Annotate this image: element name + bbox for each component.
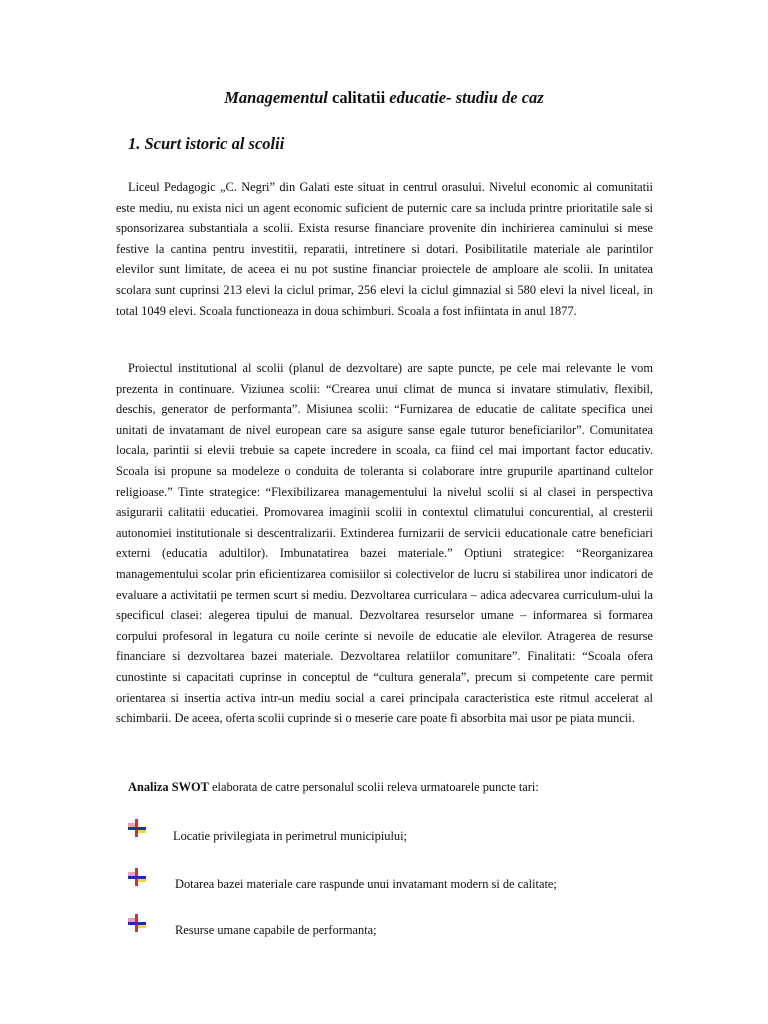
- paragraph-institutional-project: Proiectul institutional al scolii (planul de dezvoltare) are sapte puncte, pe cele mai relevante le vom prezenta in continuare. Viziunea scolii: “Crearea unui climat de munca si invatare stimulativ, flexibil, deschis, generator de performanta”. Misiunea scolii: “Furnizarea de educatie de calitate specifica unei unitati de invatamant de nivel european care sa asigure sanse egale tuturor beneficiarilor”. Comunitatea locala, parintii si elevii trebuie sa capete incredere in scoala, ca fiind cel mai important factor educativ. Scoala isi propune sa modeleze o conduita de toleranta si colaborare intre grupurile apartinand cultelor religioase.” Tinte strategice: “Flexibilizarea managementului la nivelul scolii si al clasei in perspectiva asigurarii calitatii educatiei. Promovarea imaginii scolii in contextul climatului concurential, al cresterii autonomiei institutionale si descentralizarii. Extinderea furnizarii de servicii educationale catre beneficiari externi (educatia adultilor). Imbunatatirea bazei materiale.” Optiuni strategice: “Reorganizarea managementului scolar prin eficientizarea comisiilor si colectivelor de lucru si stabilirea unor indicatori de evaluare a activitatii pe termen scurt si mediu. Dezvoltarea curriculara – adica adecvarea curriculum-ului la specificul clasei: alegerea tipului de manual. Dezvoltarea resurselor umane – informarea si formarea corpului profesoral in legatura cu noile cerinte si nevoile de educatie ale elevilor. Atragerea de resurse financiare si dezvoltarea bazei materiale. Dezvoltarea relatiilor comunitare”. Finalitati: “Scoala ofera cunostinte si capacitati cuprinse in conceptul de “cultura generala”, precum si competente care permit orientarea si insertia activa intr-un mediu social a carei principala caracteristica este ritmul accelerat al schimbarii. De aceea, oferta scolii cuprinde si o meserie care poate fi absorbita mai usor pe piata muncii.: [116, 361, 653, 726]
- title-part-3: educatie- studiu de caz: [389, 88, 544, 107]
- title-part-1: Managementul: [224, 88, 328, 107]
- swot-item: Resurse umane capabile de performanta;: [175, 923, 377, 937]
- swot-item: Locatie privilegiata in perimetrul municipiului;: [173, 829, 407, 843]
- section-heading: 1. Scurt istoric al scolii: [128, 134, 285, 153]
- bullet-cross-icon: [127, 818, 147, 838]
- swot-intro-bold: Analiza SWOT: [128, 780, 209, 794]
- title-part-2: calitatii: [327, 88, 390, 107]
- swot-item: Dotarea bazei materiale care raspunde unui invatamant modern si de calitate;: [175, 877, 557, 891]
- bullet-cross-icon: [127, 867, 147, 887]
- document-title: [0, 88, 768, 108]
- paragraph-history: Liceul Pedagogic „C. Negri” din Galati este situat in centrul orasului. Nivelul economic al comunitatii este mediu, nu exista nici un agent economic suficient de puternic care sa includa printre prioritatile sale si sponsorizarea substantiala a scolii. Exista resurse financiare provenite din inchirierea caminului si mese festive la cantina pentru investitii, reparatii, intretinere si dotari. Posibilitatile materiale ale parintilor elevilor sunt limitate, de aceea ei nu pot sustine financiar proiectele de amploare ale scolii. In unitatea scolara sunt cuprinsi 213 elevi la ciclul primar, 256 elevi la ciclul gimnazial si 580 elevi la nivel liceal, in total 1049 elevi. Scoala functioneaza in doua schimburi. Scoala a fost infiintata in anul 1877.: [116, 180, 653, 318]
- swot-intro-text: elaborata de catre personalul scolii releva urmatoarele puncte tari:: [208, 780, 539, 794]
- bullet-cross-icon: [127, 913, 147, 933]
- swot-intro: [128, 777, 539, 797]
